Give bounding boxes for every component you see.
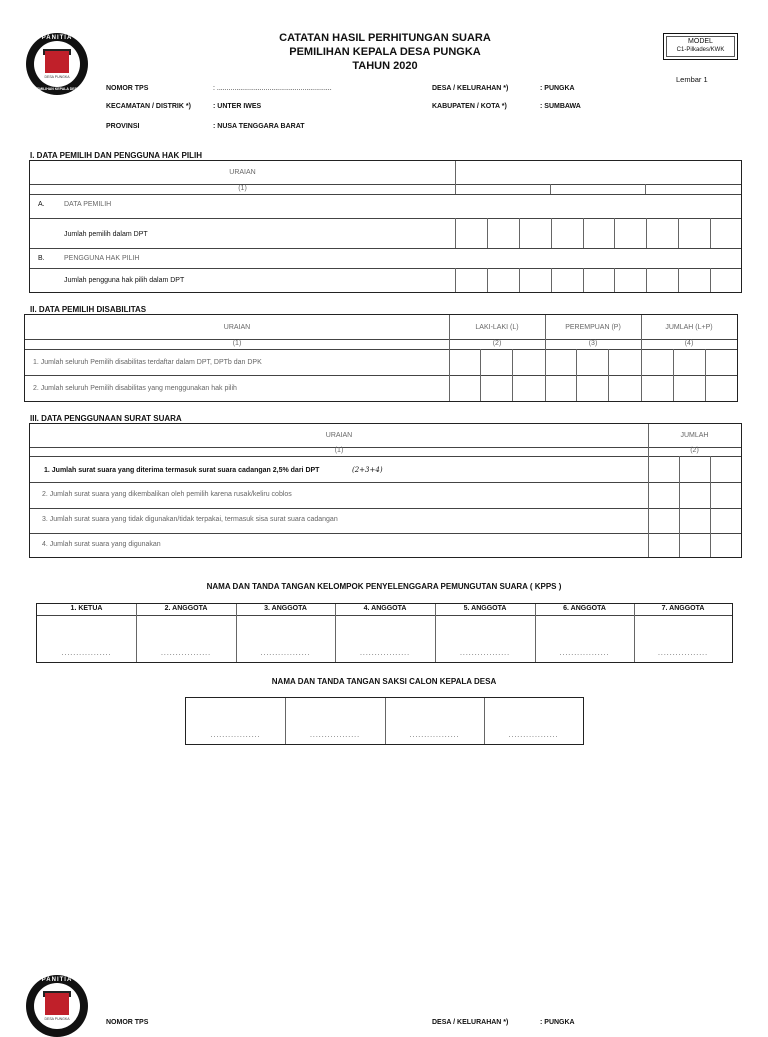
kabupaten-value: : SUMBAWA — [540, 103, 581, 110]
dpt-user-digit-box-divider — [519, 268, 520, 292]
section-2-header-male: LAKI-LAKI (L) — [475, 324, 519, 331]
section-3-table — [29, 423, 742, 558]
row-b-label: PENGGUNA HAK PILIH — [64, 255, 140, 262]
logo-text: PANITIA — [41, 35, 73, 41]
kpps-signature-line: ................. — [61, 650, 112, 657]
dpt-digit-box-divider — [583, 218, 584, 248]
section-3-row-4: 4. Jumlah surat suara yang digunakan — [42, 541, 161, 548]
section-2-header-female: PEREMPUAN (P) — [565, 324, 621, 331]
section-2-row-1: 1. Jumlah seluruh Pemilih disabilitas terdaftar dalam DPT, DPTb dan DPK — [33, 359, 262, 366]
kpps-signature-line: ................. — [657, 650, 709, 657]
kpps-col-1: 1. KETUA — [70, 605, 103, 612]
logo-ring-text: PEMILIHAN KEPALA DESA — [34, 87, 80, 91]
provinsi-label: PROVINSI — [106, 123, 140, 130]
disabilitas-digit-box-divider — [576, 349, 577, 401]
desa-label: DESA / KELURAHAN *) — [432, 85, 509, 92]
form-title-line-3: TAHUN 2020 — [352, 60, 418, 72]
section-2-row-2: 2. Jumlah seluruh Pemilih disabilitas yang menggunakan hak pilih — [33, 385, 237, 392]
dpt-digit-box-divider — [678, 218, 679, 248]
kpps-col-2: 2. ANGGOTA — [164, 605, 208, 612]
kpps-col-3: 3. ANGGOTA — [264, 605, 307, 612]
saksi-signature-line: ................. — [508, 732, 559, 739]
row-b-letter: B. — [38, 255, 45, 262]
disabilitas-digit-box-divider — [512, 349, 513, 401]
kpps-signature-line: ................. — [160, 650, 212, 657]
footer-desa-label: DESA / KELURAHAN *) — [432, 1019, 509, 1026]
section-3-header-uraian: URAIAN — [325, 432, 353, 439]
dpt-digit-box-divider — [614, 218, 615, 248]
saksi-table — [185, 697, 584, 745]
surat-suara-digit-box-divider — [710, 456, 711, 557]
ballot-box-icon — [45, 993, 69, 1015]
logo-text: PANITIA — [41, 977, 73, 983]
kpps-col-5: 5. ANGGOTA — [463, 605, 507, 612]
section-3-row-1: 1. Jumlah surat suara yang diterima termasuk surat suara cadangan 2,5% dari DPT — [44, 467, 320, 474]
section-1-header-num: (1) — [238, 185, 247, 192]
election-committee-logo — [26, 33, 88, 95]
kpps-table — [36, 603, 733, 663]
section-3-title: III. DATA PENGGUNAAN SURAT SUARA — [30, 414, 182, 423]
dpt-user-digit-box-divider — [487, 268, 488, 292]
section-3-row-3: 3. Jumlah surat suara yang tidak digunakan/tidak terpakai, termasuk sisa surat suara cadangan — [42, 516, 338, 523]
section-2-num-1: (1) — [232, 340, 242, 347]
section-3-row-1-note: (2+3+4) — [352, 466, 383, 474]
disabilitas-digit-box-divider — [608, 349, 609, 401]
section-2-table — [24, 314, 738, 402]
kpps-col-6: 6. ANGGOTA — [563, 605, 606, 612]
provinsi-value: : NUSA TENGGARA BARAT — [213, 123, 305, 130]
section-3-row-2: 2. Jumlah surat suara yang dikembalikan oleh pemilih karena rusak/keliru coblos — [42, 491, 292, 498]
kpps-signature-line: ................. — [459, 650, 511, 657]
model-box-line-1: MODEL — [688, 38, 713, 45]
section-3-header-jumlah: JUMLAH — [680, 432, 709, 439]
row-a-label: DATA PEMILIH — [64, 201, 112, 208]
dpt-user-digit-box-divider — [614, 268, 615, 292]
model-box-line-2: C1-Pilkades/KWK — [676, 47, 725, 53]
nomor-tps-value: : ........................................................... — [213, 85, 332, 92]
footer-desa-value: : PUNGKA — [540, 1019, 575, 1026]
dpt-digit-box-divider — [646, 218, 647, 248]
kpps-col-7: 7. ANGGOTA — [661, 605, 705, 612]
dpt-user-digit-box-divider — [646, 268, 647, 292]
election-committee-logo-page-2 — [26, 975, 88, 1037]
ballot-box-icon — [45, 51, 69, 73]
surat-suara-digit-box-divider — [679, 456, 680, 557]
section-3-num-2: (2) — [690, 447, 699, 454]
kecamatan-value: : UNTER IWES — [213, 103, 262, 110]
dpt-user-digit-box-divider — [710, 268, 711, 292]
kpps-signature-line: ................. — [260, 650, 311, 657]
dpt-user-digit-box-divider — [583, 268, 584, 292]
section-2-num-4: (4) — [684, 340, 694, 347]
dpt-user-digit-box-divider — [678, 268, 679, 292]
row-b-dpt-label: Jumlah pengguna hak pilih dalam DPT — [64, 277, 185, 284]
disabilitas-digit-box-divider — [705, 349, 706, 401]
disabilitas-digit-box-divider — [480, 349, 481, 401]
section-2-num-3: (3) — [588, 340, 598, 347]
section-2-header-total: JUMLAH (L+P) — [665, 324, 713, 331]
logo-label: DESA PUNGKA — [44, 1017, 70, 1021]
form-title-line-2: PEMILIHAN KEPALA DESA PUNGKA — [289, 46, 481, 58]
section-2-num-2: (2) — [492, 340, 502, 347]
kpps-title: NAMA DAN TANDA TANGAN KELOMPOK PENYELENGGARA PEMUNGUTAN SUARA ( KPPS ) — [206, 582, 562, 591]
desa-value: : PUNGKA — [540, 85, 575, 92]
dpt-digit-box-divider — [519, 218, 520, 248]
kecamatan-label: KECAMATAN / DISTRIK *) — [106, 103, 191, 110]
saksi-title: NAMA DAN TANDA TANGAN SAKSI CALON KEPALA DESA — [271, 677, 497, 686]
dpt-digit-box-divider — [710, 218, 711, 248]
dpt-digit-box-divider — [551, 218, 552, 248]
row-a-dpt-label: Jumlah pemilih dalam DPT — [64, 231, 148, 238]
dpt-user-digit-box-divider — [551, 268, 552, 292]
section-3-num-1: (1) — [334, 447, 344, 454]
form-title-line-1: CATATAN HASIL PERHITUNGAN SUARA — [279, 32, 491, 44]
section-2-header-uraian: URAIAN — [223, 324, 251, 331]
section-1-title: I. DATA PEMILIH DAN PENGGUNA HAK PILIH — [30, 151, 202, 160]
disabilitas-digit-box-divider — [673, 349, 674, 401]
kpps-signature-line: ................. — [559, 650, 610, 657]
sheet-label: Lembar 1 — [676, 75, 708, 84]
saksi-signature-line: ................. — [409, 732, 460, 739]
kpps-signature-line: ................. — [359, 650, 411, 657]
section-1-table — [29, 160, 742, 293]
kabupaten-label: KABUPATEN / KOTA *) — [432, 103, 507, 110]
kpps-col-4: 4. ANGGOTA — [363, 605, 407, 612]
saksi-signature-line: ................. — [309, 732, 361, 739]
nomor-tps-label: NOMOR TPS — [106, 85, 149, 92]
dpt-digit-box-divider — [487, 218, 488, 248]
row-a-letter: A. — [38, 201, 45, 208]
section-1-header: URAIAN — [229, 169, 256, 176]
saksi-signature-line: ................. — [210, 732, 261, 739]
footer-nomor-tps-label: NOMOR TPS — [106, 1019, 149, 1026]
logo-label: DESA PUNGKA — [44, 75, 70, 79]
model-box — [663, 33, 738, 60]
section-2-title: II. DATA PEMILIH DISABILITAS — [30, 305, 147, 314]
